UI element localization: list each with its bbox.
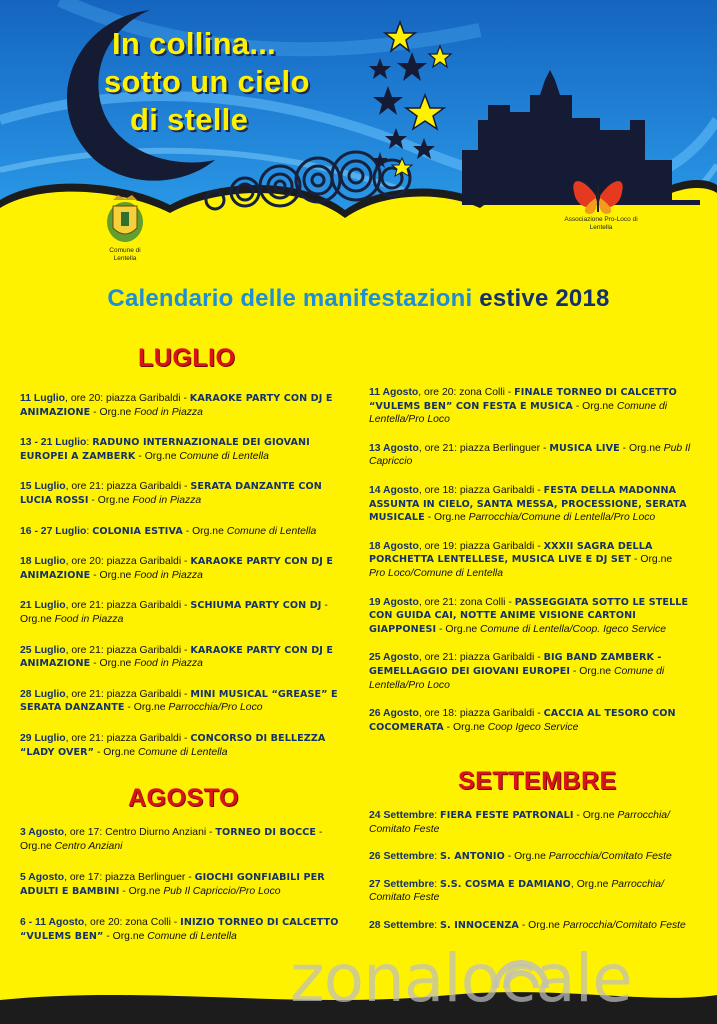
event-date: 25 Agosto bbox=[369, 652, 419, 664]
event-info: , ore 21: piazza Garibaldi - bbox=[65, 688, 191, 700]
event-info: , ore 21: piazza Garibaldi - bbox=[65, 600, 191, 612]
poster-title-line-2: sotto un cielo bbox=[104, 64, 310, 99]
event-name: S.S. COSMA E DAMIANO bbox=[440, 878, 571, 890]
event-info: , ore 21: piazza Garibaldi - bbox=[65, 732, 191, 744]
event-organizer: Centro Anziani bbox=[54, 840, 123, 852]
event-name: MINI MUSICAL “GREASE” E SERATA DANZANTE bbox=[20, 688, 338, 714]
event-name: FESTA DELLA MADONNA ASSUNTA IN CIELO, SANTA MESSA, PROCESSIONE, SERATA MUSICALE bbox=[369, 484, 687, 524]
event-info: , ore 18: piazza Garibaldi - bbox=[418, 484, 544, 496]
event-org-prefix: - Org.ne bbox=[570, 665, 614, 677]
event-name: INIZIO TORNEO DI CALCETTO “VULEMS BEN” bbox=[20, 917, 339, 942]
event-organizer: Parrocchia/Comitato Feste bbox=[562, 919, 686, 931]
event-organizer: Comune di Lentella/Coop. Igeco Service bbox=[480, 623, 667, 635]
comune-caption-line-1: Comune di bbox=[109, 247, 141, 254]
event-entry bbox=[20, 599, 352, 626]
event-entry bbox=[20, 392, 352, 419]
event-info: : bbox=[434, 878, 441, 890]
event-org-prefix: - Org.ne bbox=[90, 658, 135, 670]
event-info: , ore 20: zona Colli - bbox=[84, 917, 181, 929]
event-name: XXXII SAGRA DELLA PORCHETTA LENTELLESE, MUSICA LIVE E DJ SET bbox=[369, 540, 653, 566]
wifi-signal-icon bbox=[486, 948, 556, 998]
event-entry bbox=[369, 484, 691, 525]
event-entry bbox=[369, 919, 691, 933]
event-entry bbox=[369, 707, 691, 734]
agosto-events-list-right bbox=[369, 386, 691, 749]
event-name: FIERA FESTE PATRONALI bbox=[440, 810, 574, 821]
event-date: 29 Luglio bbox=[20, 732, 66, 744]
event-organizer: Food in Piazza bbox=[134, 406, 203, 418]
event-name: KARAOKE PARTY CON DJ E ANIMAZIONE bbox=[20, 556, 334, 581]
event-organizer: Comune di Lentella/Pro Loco bbox=[369, 665, 665, 691]
event-date: 18 Agosto bbox=[369, 540, 419, 552]
event-org-prefix: - Org.ne bbox=[90, 569, 135, 581]
event-date: 5 Agosto bbox=[20, 872, 65, 884]
month-heading-luglio: LUGLIO bbox=[138, 344, 236, 372]
event-date: 3 Agosto bbox=[20, 827, 65, 838]
event-organizer: Comune di Lentella bbox=[137, 746, 228, 758]
event-organizer: Comune di Lentella/Pro Loco bbox=[369, 400, 668, 426]
event-name: GIOCHI GONFIABILI PER ADULTI E BAMBINI bbox=[20, 872, 325, 897]
event-name: RADUNO INTERNAZIONALE DEI GIOVANI EUROPEI A ZAMBERK bbox=[20, 437, 310, 462]
event-org-prefix: - Org.ne bbox=[424, 512, 469, 524]
event-entry bbox=[20, 688, 352, 715]
event-info: : bbox=[434, 919, 441, 931]
event-entry bbox=[20, 871, 352, 898]
month-heading-settembre: SETTEMBRE bbox=[458, 767, 617, 795]
event-info: : bbox=[86, 525, 93, 537]
event-organizer: Parrocchia/Pro Loco bbox=[168, 702, 263, 714]
event-info: , ore 21: piazza Garibaldi - bbox=[418, 652, 544, 664]
event-date: 11 Agosto bbox=[369, 387, 419, 398]
zonalocale-watermark: zonalocale bbox=[290, 940, 632, 1017]
event-date: 26 Agosto bbox=[369, 708, 419, 720]
event-info: , ore 20: zona Colli - bbox=[418, 387, 515, 398]
event-date: 19 Agosto bbox=[369, 596, 419, 608]
event-entry bbox=[369, 596, 691, 637]
event-info: : bbox=[86, 437, 93, 449]
event-info: , ore 21: zona Colli - bbox=[418, 596, 515, 608]
event-name: KARAOKE PARTY CON DJ E ANIMAZIONE bbox=[20, 393, 333, 418]
event-date: 14 Agosto bbox=[369, 484, 419, 496]
event-name: TORNEO DI BOCCE bbox=[215, 827, 317, 838]
event-organizer: Coop Igeco Service bbox=[487, 721, 579, 733]
event-info: , ore 20: piazza Garibaldi - bbox=[65, 556, 191, 568]
event-date: 13 - 21 Luglio bbox=[20, 437, 87, 449]
page-title bbox=[0, 285, 717, 313]
month-heading-agosto: AGOSTO bbox=[128, 784, 239, 812]
poster-title-line-1: In collina... bbox=[112, 26, 277, 61]
event-info: , ore 19: piazza Garibaldi - bbox=[418, 540, 544, 552]
event-organizer: Comune di Lentella bbox=[179, 450, 269, 462]
comune-logo-caption bbox=[100, 247, 150, 263]
event-date: 25 Luglio bbox=[20, 644, 66, 656]
event-org-prefix: - Org.ne bbox=[182, 525, 227, 537]
event-org-prefix: - Org.ne bbox=[619, 442, 664, 454]
luglio-events-list bbox=[20, 392, 352, 776]
event-organizer: Parrocchia/ Comitato Feste bbox=[369, 810, 670, 835]
event-org-prefix: , Org.ne bbox=[570, 878, 612, 890]
event-date: 28 Luglio bbox=[20, 688, 66, 700]
event-date: 18 Luglio bbox=[20, 556, 66, 568]
event-organizer: Food in Piazza bbox=[132, 494, 202, 506]
event-date: 16 - 27 Luglio bbox=[20, 525, 87, 537]
event-organizer: Parrocchia/Comitato Feste bbox=[548, 851, 672, 863]
event-date: 6 - 11 Agosto bbox=[20, 917, 85, 929]
event-entry bbox=[20, 644, 352, 671]
proloco-logo-caption bbox=[556, 216, 646, 232]
event-info: , ore 21: piazza Garibaldi - bbox=[65, 644, 191, 656]
event-org-prefix: - Org.ne bbox=[518, 919, 563, 931]
event-org-prefix: - Org.ne bbox=[88, 494, 133, 506]
event-info: , ore 17: piazza Berlinguer - bbox=[64, 872, 195, 884]
event-entry bbox=[20, 480, 352, 507]
event-entry bbox=[369, 850, 691, 864]
event-name: KARAOKE PARTY CON DJ E ANIMAZIONE bbox=[20, 644, 334, 670]
proloco-caption-line-1: Associazione Pro-Loco di bbox=[564, 216, 638, 223]
comune-caption-line-2: Lentella bbox=[113, 255, 137, 262]
event-entry bbox=[20, 732, 352, 759]
event-name: MUSICA LIVE bbox=[549, 442, 620, 454]
event-org-prefix: - Org.ne bbox=[90, 406, 135, 418]
event-name: S. INNOCENZA bbox=[440, 919, 519, 931]
event-name: SERATA DANZANTE CON LUCIA ROSSI bbox=[20, 481, 322, 506]
event-info: , ore 17: Centro Diurno Anziani - bbox=[64, 827, 216, 838]
event-name: PASSEGGIATA SOTTO LE STELLE CON GUIDA CAI, NOTTE ANIME VISIONE CARTONI GIAPPONESI bbox=[369, 596, 689, 635]
event-date: 11 Luglio bbox=[20, 393, 66, 404]
event-date: 15 Luglio bbox=[20, 481, 66, 493]
event-name: FINALE TORNEO DI CALCETTO “VULEMS BEN” CON FESTA E MUSICA bbox=[369, 387, 677, 412]
event-org-prefix: - Org.ne bbox=[94, 746, 138, 758]
event-entry bbox=[20, 826, 352, 853]
event-entry bbox=[369, 540, 691, 581]
event-info: : bbox=[434, 810, 441, 821]
event-date: 21 Luglio bbox=[20, 600, 66, 612]
event-date: 28 Settembre bbox=[369, 919, 435, 931]
event-org-prefix: - Org.ne bbox=[135, 450, 180, 462]
event-name: COLONIA ESTIVA bbox=[92, 525, 183, 537]
event-organizer: Food in Piazza bbox=[54, 613, 124, 625]
event-organizer: Pro Loco/Comune di Lentella bbox=[369, 567, 504, 579]
event-entry bbox=[20, 436, 352, 463]
event-org-prefix: - Org.ne bbox=[572, 400, 617, 412]
event-org-prefix: - Org.ne bbox=[20, 827, 323, 852]
event-organizer: Comune di Lentella bbox=[226, 525, 317, 537]
event-info: : bbox=[434, 851, 441, 863]
event-entry bbox=[369, 809, 691, 836]
event-org-prefix: - Org.ne bbox=[119, 885, 164, 897]
event-name: CACCIA AL TESORO CON COCOMERATA bbox=[369, 708, 676, 733]
proloco-caption-line-2: Lentella bbox=[589, 224, 613, 231]
event-org-prefix: - Org.ne bbox=[504, 851, 549, 863]
event-entry bbox=[369, 651, 691, 692]
event-org-prefix: - Org.ne bbox=[436, 623, 481, 635]
event-organizer: Pub Il Capriccio/Pro Loco bbox=[163, 885, 281, 897]
event-org-prefix: - Org.ne bbox=[631, 554, 673, 566]
event-entry bbox=[369, 442, 691, 469]
event-org-prefix: - Org.ne bbox=[103, 930, 148, 942]
event-organizer: Pub Il Capriccio bbox=[369, 442, 691, 468]
event-organizer: Food in Piazza bbox=[134, 569, 203, 581]
event-date: 13 Agosto bbox=[369, 442, 419, 454]
page-title-year: estive 2018 bbox=[479, 285, 610, 312]
event-org-prefix: - Org.ne bbox=[443, 721, 488, 733]
event-info: , ore 20: piazza Garibaldi - bbox=[65, 393, 190, 404]
event-entry bbox=[369, 386, 691, 427]
event-date: 26 Settembre bbox=[369, 851, 435, 863]
event-entry bbox=[20, 525, 352, 539]
page-title-text: Calendario delle manifestazioni bbox=[107, 285, 473, 312]
event-name: S. ANTONIO bbox=[440, 851, 505, 863]
event-entry bbox=[20, 555, 352, 582]
event-name: BIG BAND ZAMBERK - GEMELLAGGIO DEI GIOVANI EUROPEI bbox=[369, 652, 662, 677]
event-date: 27 Settembre bbox=[369, 878, 435, 890]
event-info: , ore 21: piazza Garibaldi - bbox=[65, 481, 191, 493]
event-organizer: Comune di Lentella bbox=[147, 930, 237, 942]
event-organizer: Parrocchia/ Comitato Feste bbox=[369, 878, 664, 904]
event-info: , ore 18: piazza Garibaldi - bbox=[418, 708, 544, 720]
event-organizer: Parrocchia/Comune di Lentella/Pro Loco bbox=[468, 512, 656, 524]
settembre-events-list bbox=[369, 809, 691, 947]
event-date: 24 Settembre bbox=[369, 810, 435, 821]
event-entry bbox=[369, 878, 691, 905]
event-org-prefix: - Org.ne bbox=[20, 600, 328, 625]
event-org-prefix: - Org.ne bbox=[573, 810, 618, 821]
event-info: , ore 21: piazza Berlinguer - bbox=[418, 442, 550, 454]
event-name: CONCORSO DI BELLEZZA “LADY OVER” bbox=[20, 732, 326, 758]
event-name: SCHIUMA PARTY CON DJ bbox=[190, 600, 322, 612]
event-org-prefix: - Org.ne bbox=[124, 702, 169, 714]
event-organizer: Food in Piazza bbox=[134, 658, 203, 670]
poster-title-line-3: di stelle bbox=[130, 102, 249, 137]
